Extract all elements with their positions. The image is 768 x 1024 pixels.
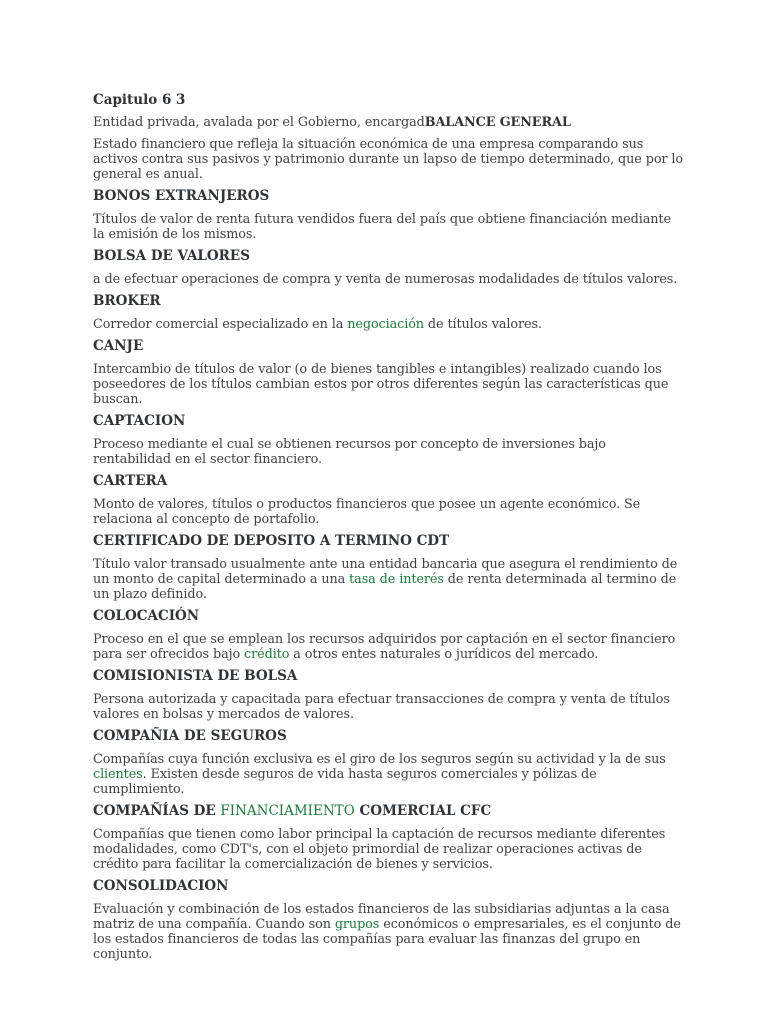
link-credito[interactable]: crédito [244,647,290,662]
term-comisionista-de-bolsa: COMISIONISTA DE BOLSA [93,668,298,684]
definition-text: de renta determinada al termino de un plazo definido. [93,572,677,602]
definition-text: Evaluación y combinación de los estados financieros de las subsidiarias adjuntas a la casa matriz de una compañía. Cuando son [93,902,670,932]
link-clientes[interactable]: clientes [93,767,143,782]
definition-canje: Intercambio de títulos de valor (o de bienes tangibles e intangibles) realizado cuando los poseedores de los títulos cambian estos por otros diferentes según las características que buscan. [93,362,669,407]
definition-text: Proceso en el que se emplean los recursos adquiridos por captación en el sector financiero para ser ofrecidos bajo [93,632,676,662]
term-captacion: CAPTACION [93,413,186,429]
intro-text: Entidad privada, avalada por el Gobierno, encargad [93,115,425,130]
document-page [93,92,683,968]
definition-text: Título valor transado usualmente ante una entidad bancaria que asegura el rendimiento de un monto de capital determinado a una [93,557,678,587]
definition-captacion: Proceso mediante el cual se obtienen recursos por concepto de inversiones bajo rentabilidad en el sector financiero. [93,437,606,467]
term-text: COMPAÑÍAS DE [93,803,221,819]
term-broker: BROKER [93,293,161,309]
definition-cdt [93,557,683,602]
definition-text: Compañías cuya función exclusiva es el giro de los seguros según su actividad y la de sus [93,752,666,767]
term-text: COMERCIAL CFC [354,803,492,819]
link-negociacion[interactable]: negociación [347,317,424,332]
definition-text: de títulos valores. [423,317,542,332]
definition-text: a otros entes naturales o jurídicos del mercado. [289,647,599,662]
link-tasa-de-interes[interactable]: tasa de interés [349,572,444,587]
term-cartera: CARTERA [93,473,168,489]
balance-general-heading: BALANCE GENERAL [424,115,571,130]
balance-general-definition: Estado financiero que refleja la situación económica de una empresa comparando sus activos contra sus pasivos y patrimonio durante un lapso de tiempo determinado, que por lo general es anual. [93,137,684,182]
term-compania-de-seguros: COMPAÑIA DE SEGUROS [93,728,287,744]
term-companias-de-financiamiento [93,803,683,820]
term-consolidacion: CONSOLIDACION [93,878,229,894]
definition-broker [93,317,683,332]
chapter-title: Capitulo 6 3 [93,92,186,108]
term-canje: CANJE [93,338,144,354]
term-bonos-extranjeros: BONOS EXTRANJEROS [93,188,270,204]
term-colocacion: COLOCACIÓN [93,608,200,624]
definition-bonos-extranjeros: Títulos de valor de renta futura vendidos fuera del país que obtiene financiación mediante la emisión de los mismos. [93,212,671,242]
definition-text: Corredor comercial especializado en la [93,317,348,332]
definition-bolsa-de-valores: a de efectuar operaciones de compra y venta de numerosas modalidades de títulos valores. [93,272,678,287]
definition-text: . Existen desde seguros de vida hasta seguros comerciales y pólizas de cumplimiento. [93,767,597,797]
definition-cartera: Monto de valores, títulos o productos financieros que posee un agente económico. Se relaciona al concepto de portafolio. [93,497,641,527]
intro-paragraph [93,115,683,130]
definition-text: económicos o empresariales, es el conjunto de los estados financieros de todas las compañías para evaluar las finanzas del grupo en conjunto. [93,917,681,962]
link-financiamiento[interactable]: FINANCIAMIENTO [220,803,355,819]
definition-consolidacion [93,902,683,962]
link-grupos[interactable]: grupos [334,917,380,932]
term-cdt: CERTIFICADO DE DEPOSITO A TERMINO CDT [93,533,450,549]
definition-comisionista-de-bolsa: Persona autorizada y capacitada para efectuar transacciones de compra y venta de títulos valores en bolsas y mercados de valores. [93,692,670,722]
term-bolsa-de-valores: BOLSA DE VALORES [93,248,250,264]
definition-companias-de-financiamiento: Compañías que tienen como labor principal la captación de recursos mediante diferentes modalidades, como CDT's, con el objeto primordial de realizar operaciones activas de crédito para facilitar la comercialización de bienes y servicios. [93,827,666,872]
definition-colocacion [93,632,683,662]
definition-compania-de-seguros [93,752,683,797]
